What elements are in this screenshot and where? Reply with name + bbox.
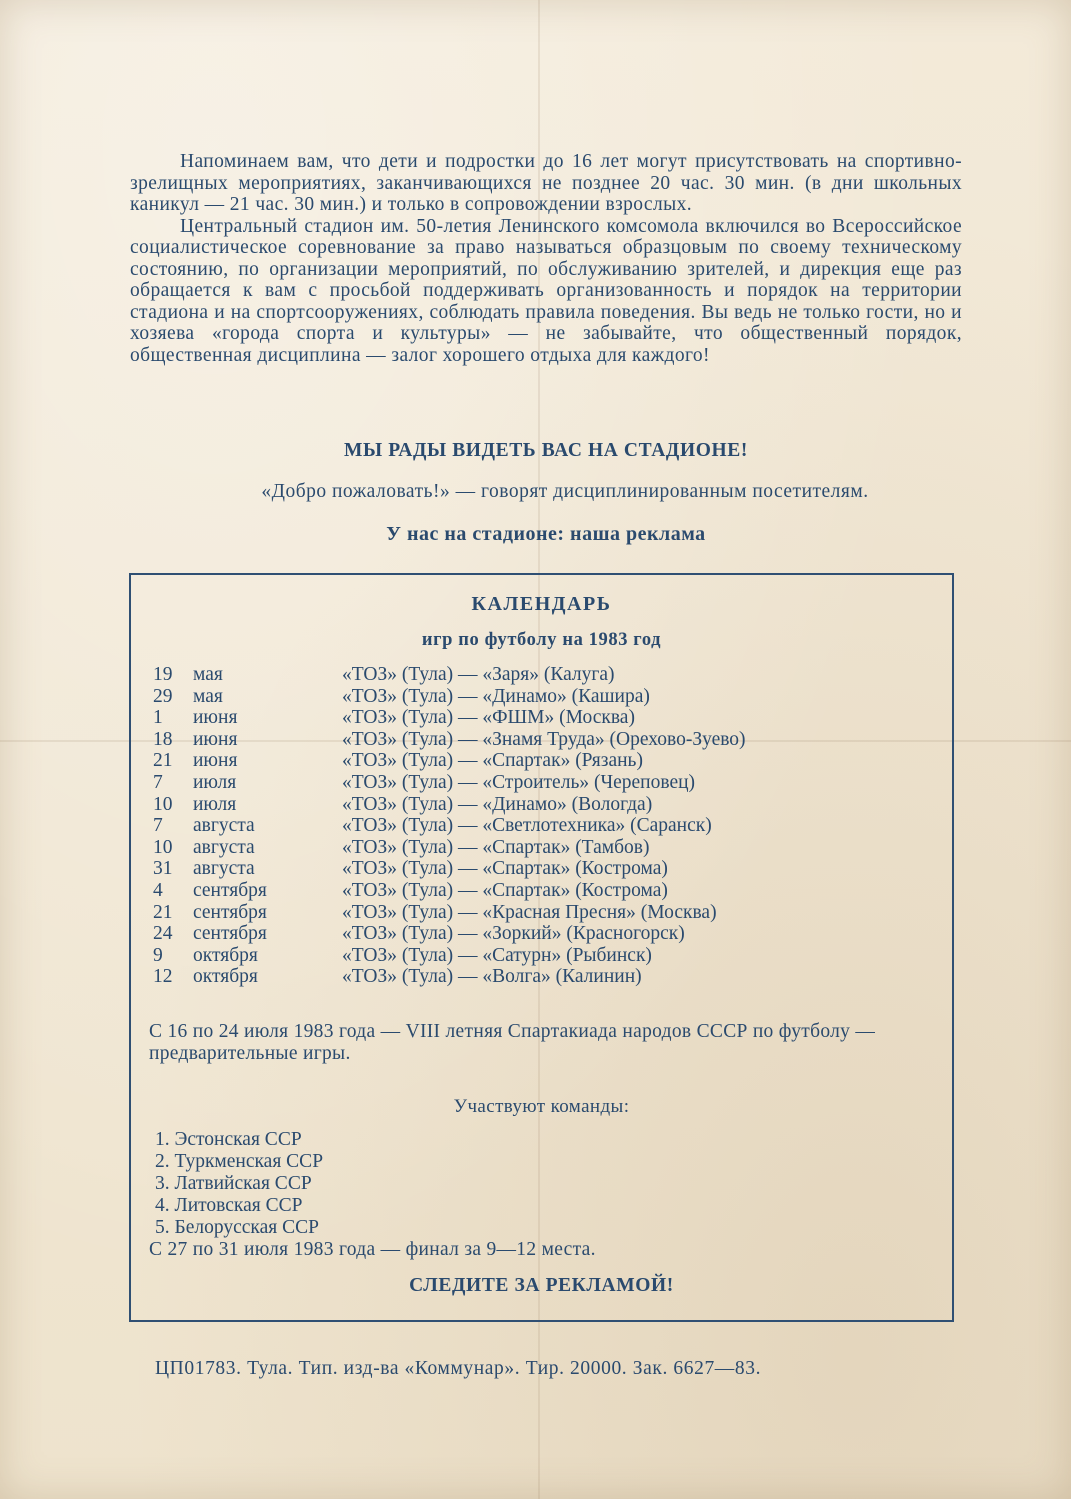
team-item: 3. Латвийская ССР bbox=[155, 1173, 312, 1194]
match-teams: «ТОЗ» (Тула) — «Сатурн» (Рыбинск) bbox=[342, 944, 652, 966]
match-row bbox=[131, 966, 956, 988]
match-row bbox=[131, 923, 956, 945]
calendar-title: КАЛЕНДАРЬ bbox=[471, 593, 612, 615]
match-day: 9 bbox=[153, 944, 163, 966]
final-note: С 27 по 31 июля 1983 года — финал за 9—12 места. bbox=[149, 1239, 596, 1260]
match-row bbox=[131, 664, 956, 686]
match-teams: «ТОЗ» (Тула) — «Красная Пресня» (Москва) bbox=[342, 901, 717, 923]
match-teams: «ТОЗ» (Тула) — «Спартак» (Тамбов) bbox=[342, 836, 650, 858]
match-row bbox=[131, 837, 956, 859]
match-month: мая bbox=[193, 685, 223, 707]
match-teams: «ТОЗ» (Тула) — «Спартак» (Кострома) bbox=[342, 858, 668, 880]
match-teams: «ТОЗ» (Тула) — «Динамо» (Кашира) bbox=[342, 685, 650, 707]
team-item: 4. Литовская ССР bbox=[155, 1195, 303, 1216]
match-day: 19 bbox=[153, 664, 173, 685]
teams-heading: Участвуют команды: bbox=[453, 1096, 630, 1117]
match-day: 31 bbox=[153, 858, 173, 880]
match-row bbox=[131, 902, 956, 924]
match-month: августа bbox=[193, 858, 255, 880]
match-month: мая bbox=[193, 664, 223, 685]
match-teams: «ТОЗ» (Тула) — «Строитель» (Череповец) bbox=[342, 772, 696, 793]
match-teams: «ТОЗ» (Тула) — «Заря» (Калуга) bbox=[342, 664, 615, 685]
calendar-box bbox=[129, 573, 954, 1322]
match-day: 18 bbox=[153, 728, 173, 750]
match-row bbox=[131, 707, 956, 729]
match-month: июля bbox=[193, 772, 237, 793]
match-row bbox=[131, 729, 956, 751]
match-row bbox=[131, 815, 956, 837]
match-day: 4 bbox=[153, 880, 163, 901]
match-row bbox=[131, 858, 956, 880]
follow-ads: СЛЕДИТЕ ЗА РЕКЛАМОЙ! bbox=[409, 1275, 674, 1296]
match-row bbox=[131, 772, 956, 794]
match-day: 21 bbox=[153, 901, 173, 923]
match-month: августа bbox=[193, 815, 255, 837]
welcome-line: «Добро пожаловать!» — говорят дисциплинированным посетителям. bbox=[261, 481, 869, 502]
match-month: сентября bbox=[193, 923, 267, 945]
match-day: 12 bbox=[153, 966, 173, 988]
match-month: сентября bbox=[193, 880, 267, 901]
team-item: 1. Эстонская ССР bbox=[155, 1129, 302, 1150]
match-teams: «ТОЗ» (Тула) — «Знамя Труда» (Орехово-Зуево) bbox=[342, 728, 746, 750]
match-day: 7 bbox=[153, 772, 163, 793]
match-day: 10 bbox=[153, 793, 173, 815]
match-row bbox=[131, 794, 956, 816]
match-teams: «ТОЗ» (Тула) — «Зоркий» (Красногорск) bbox=[342, 923, 685, 945]
match-day: 21 bbox=[153, 750, 173, 772]
intro-text bbox=[130, 151, 962, 366]
match-teams: «ТОЗ» (Тула) — «Волга» (Калинин) bbox=[342, 966, 642, 988]
match-month: октября bbox=[193, 944, 258, 966]
match-month: июня bbox=[193, 707, 238, 729]
intro-paragraph-1: Напоминаем вам, что дети и подростки до 16 лет могут присутствовать на спортивно-зрелищных мероприятиях, заканчивающихся не позднее 20 час. 30 мин. (в дни школьных каникул — 21 час. 30 мин.) и только в сопровождении взрослых. bbox=[130, 151, 962, 215]
slogan: МЫ РАДЫ ВИДЕТЬ ВАС НА СТАДИОНЕ! bbox=[344, 440, 748, 461]
match-row bbox=[131, 880, 956, 902]
team-item: 2. Туркменская ССР bbox=[155, 1151, 324, 1172]
match-day: 24 bbox=[153, 923, 173, 945]
match-month: октября bbox=[193, 966, 258, 988]
match-day: 10 bbox=[153, 836, 173, 858]
match-row bbox=[131, 945, 956, 967]
match-teams: «ТОЗ» (Тула) — «ФШМ» (Москва) bbox=[342, 707, 635, 729]
match-month: июля bbox=[193, 793, 237, 815]
match-month: июня bbox=[193, 728, 238, 750]
team-item: 5. Белорусская ССР bbox=[155, 1217, 319, 1238]
match-month: сентября bbox=[193, 901, 267, 923]
match-day: 1 bbox=[153, 707, 163, 729]
match-month: августа bbox=[193, 836, 255, 858]
match-day: 7 bbox=[153, 815, 163, 837]
intro-paragraph-2: Центральный стадион им. 50-летия Ленинского комсомола включился во Всероссийское социалистическое соревнование за право называться образцовым по своему техническому состоянию, по организации мероприятий, по обслуживанию зрителей, и дирекция еще раз обращается к вам с просьбой поддерживать организованность и порядок на территории стадиона и на спортсооружениях, соблюдать правила поведения. Вы ведь не только гости, но и хозяева «города спорта и культуры» — не забывайте, что общественный порядок, общественная дисциплина — залог хорошего отдыха для каждого! bbox=[130, 215, 962, 366]
imprint: ЦП01783. Тула. Тип. изд-ва «Коммунар». Тир. 20000. Зак. 6627—83. bbox=[155, 1358, 762, 1379]
match-row bbox=[131, 750, 956, 772]
match-month: июня bbox=[193, 750, 238, 772]
match-teams: «ТОЗ» (Тула) — «Светлотехника» (Саранск) bbox=[342, 815, 712, 837]
match-teams: «ТОЗ» (Тула) — «Динамо» (Вологда) bbox=[342, 793, 653, 815]
match-day: 29 bbox=[153, 685, 173, 707]
calendar-subtitle: игр по футболу на 1983 год bbox=[421, 630, 662, 650]
spartakiad-note: С 16 по 24 июля 1983 года — VIII летняя Спартакиада народов СССР по футболу — предварительные игры. bbox=[149, 1021, 876, 1064]
match-row bbox=[131, 686, 956, 708]
match-teams: «ТОЗ» (Тула) — «Спартак» (Кострома) bbox=[342, 880, 668, 901]
match-teams: «ТОЗ» (Тула) — «Спартак» (Рязань) bbox=[342, 750, 643, 772]
ad-line: У нас на стадионе: наша реклама bbox=[386, 523, 706, 545]
